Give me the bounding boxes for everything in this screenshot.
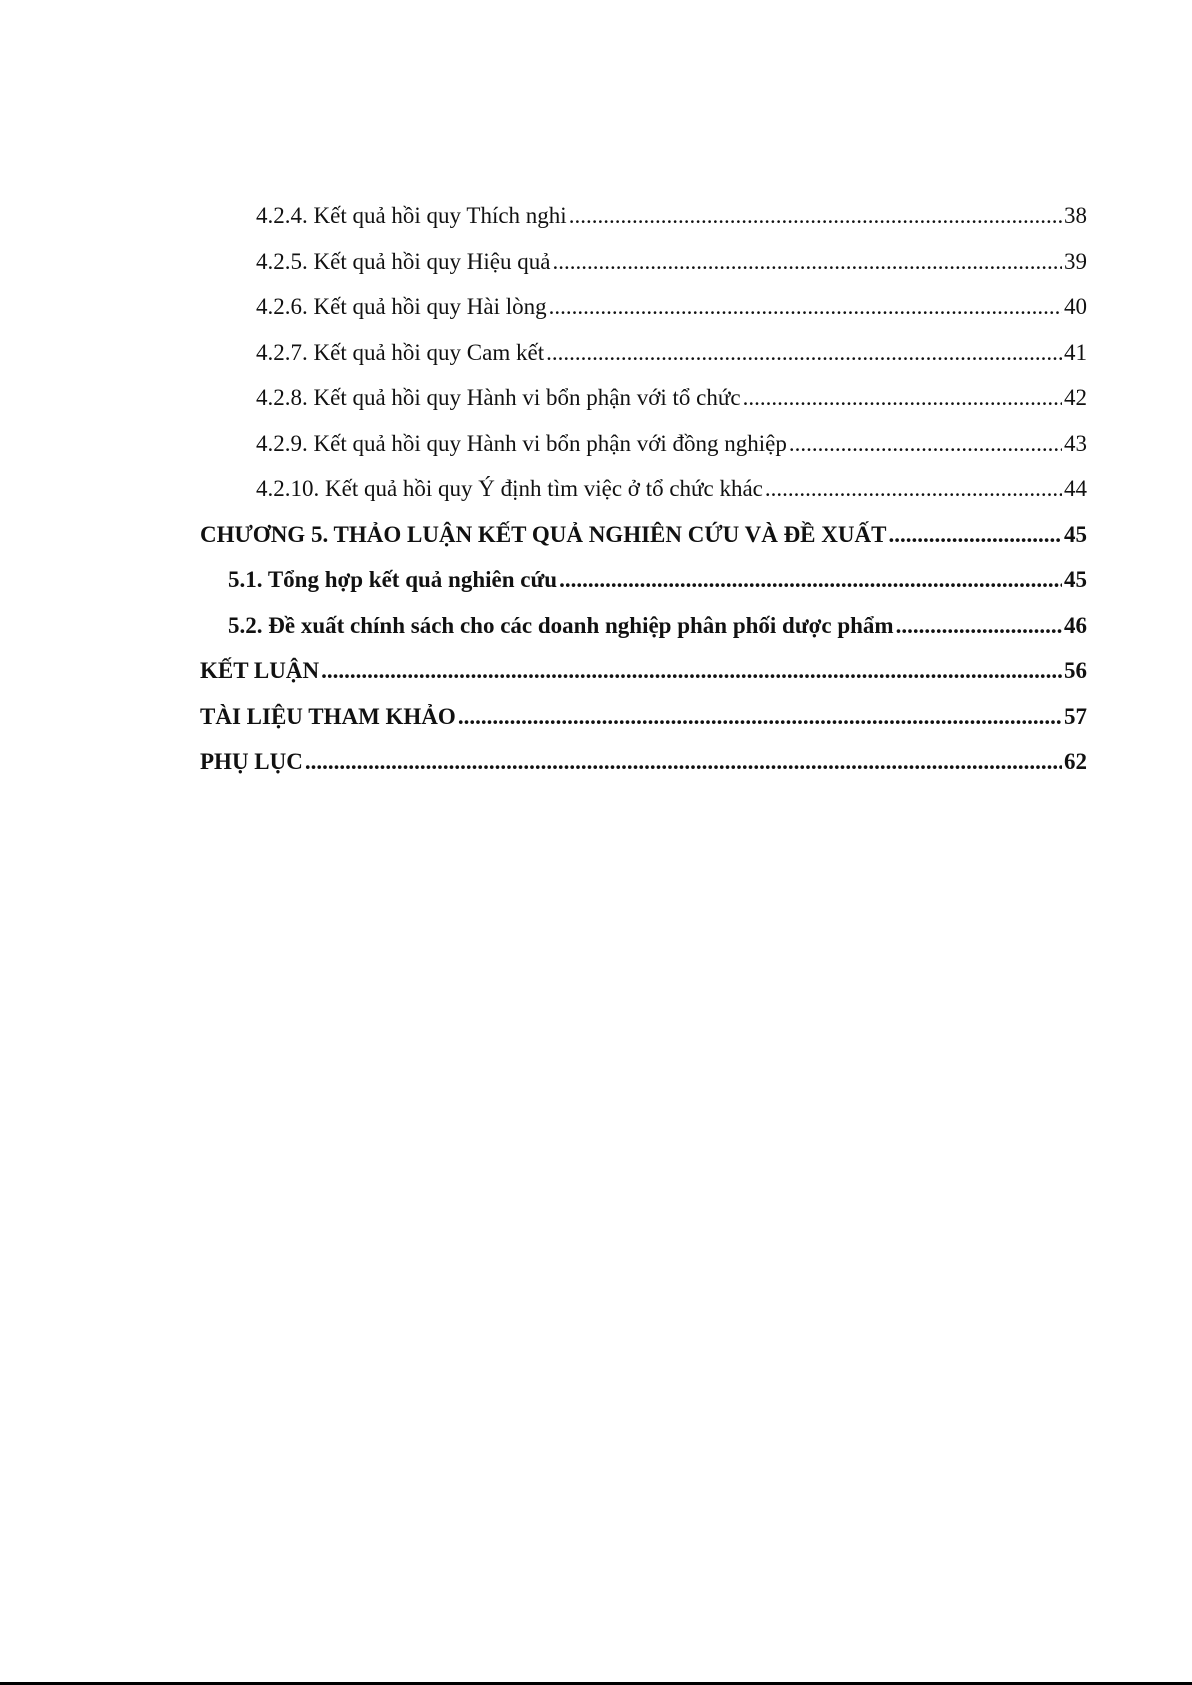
toc-entry-title: 4.2.4. Kết quả hồi quy Thích nghi	[256, 203, 567, 228]
toc-entry-page: 46	[1064, 612, 1087, 638]
toc-entry-conclusion[interactable]	[200, 648, 1087, 694]
toc-entry-4-2-4[interactable]	[200, 193, 1087, 239]
toc-dot-leader	[559, 557, 1062, 603]
toc-dot-leader	[888, 512, 1062, 558]
toc-entry-page: 38	[1064, 203, 1087, 228]
toc-entry-page: 44	[1064, 476, 1087, 501]
toc-dot-leader	[321, 648, 1062, 694]
toc-entry-page: 40	[1064, 294, 1087, 319]
toc-dot-leader	[546, 330, 1062, 376]
toc-entry-title: TÀI LIỆU THAM KHẢO	[200, 703, 456, 729]
toc-entry-title: 5.2. Đề xuất chính sách cho các doanh nghiệp phân phối dược phẩm	[228, 612, 894, 638]
toc-entry-title: 4.2.5. Kết quả hồi quy Hiệu quả	[256, 248, 551, 274]
toc-entry-page: 41	[1064, 339, 1087, 365]
toc-dot-leader	[552, 239, 1062, 285]
toc-entry-title: 5.1. Tổng hợp kết quả nghiên cứu	[228, 567, 558, 592]
toc-entry-appendix[interactable]	[200, 739, 1087, 785]
toc-entry-4-2-5[interactable]	[200, 239, 1087, 285]
toc-entry-4-2-10[interactable]	[200, 466, 1087, 512]
toc-entry-page: 42	[1064, 385, 1087, 410]
toc-entry-title: CHƯƠNG 5. THẢO LUẬN KẾT QUẢ NGHIÊN CỨU VÀ ĐỀ XUẤT	[200, 521, 887, 547]
toc-entry-5-2[interactable]	[200, 603, 1087, 649]
toc-dot-leader	[765, 466, 1062, 512]
toc-dot-leader	[743, 375, 1062, 421]
toc-dot-leader	[549, 284, 1062, 330]
toc-entry-page: 62	[1064, 749, 1087, 774]
toc-entry-title: 4.2.9. Kết quả hồi quy Hành vi bổn phận với đồng nghiệp	[256, 430, 787, 456]
toc-entry-page: 43	[1064, 430, 1087, 456]
toc-dot-leader	[305, 739, 1062, 785]
toc-entry-5-1[interactable]	[200, 557, 1087, 603]
toc-entry-title: PHỤ LỤC	[200, 749, 303, 774]
toc-entry-title: 4.2.6. Kết quả hồi quy Hài lòng	[256, 294, 547, 319]
toc-entry-4-2-8[interactable]	[200, 375, 1087, 421]
toc-entry-4-2-9[interactable]	[200, 421, 1087, 467]
toc-entry-page: 39	[1064, 248, 1087, 274]
toc-dot-leader	[569, 193, 1062, 239]
toc-dot-leader	[458, 694, 1062, 740]
toc-entry-page: 45	[1064, 521, 1087, 547]
toc-dot-leader	[789, 421, 1062, 467]
toc-entry-title: 4.2.7. Kết quả hồi quy Cam kết	[256, 339, 545, 365]
toc-entry-title: 4.2.10. Kết quả hồi quy Ý định tìm việc ở tổ chức khác	[256, 476, 763, 501]
toc-entry-page: 57	[1064, 703, 1087, 729]
toc-entry-chapter-5[interactable]	[200, 512, 1087, 558]
toc-entry-title: 4.2.8. Kết quả hồi quy Hành vi bổn phận với tổ chức	[256, 385, 741, 410]
toc-dot-leader	[896, 603, 1062, 649]
table-of-contents	[200, 193, 1087, 785]
toc-entry-title: KẾT LUẬN	[200, 658, 320, 683]
toc-entry-page: 56	[1064, 658, 1087, 683]
toc-entry-4-2-6[interactable]	[200, 284, 1087, 330]
toc-entry-4-2-7[interactable]	[200, 330, 1087, 376]
toc-entry-page: 45	[1064, 567, 1087, 592]
toc-entry-references[interactable]	[200, 694, 1087, 740]
